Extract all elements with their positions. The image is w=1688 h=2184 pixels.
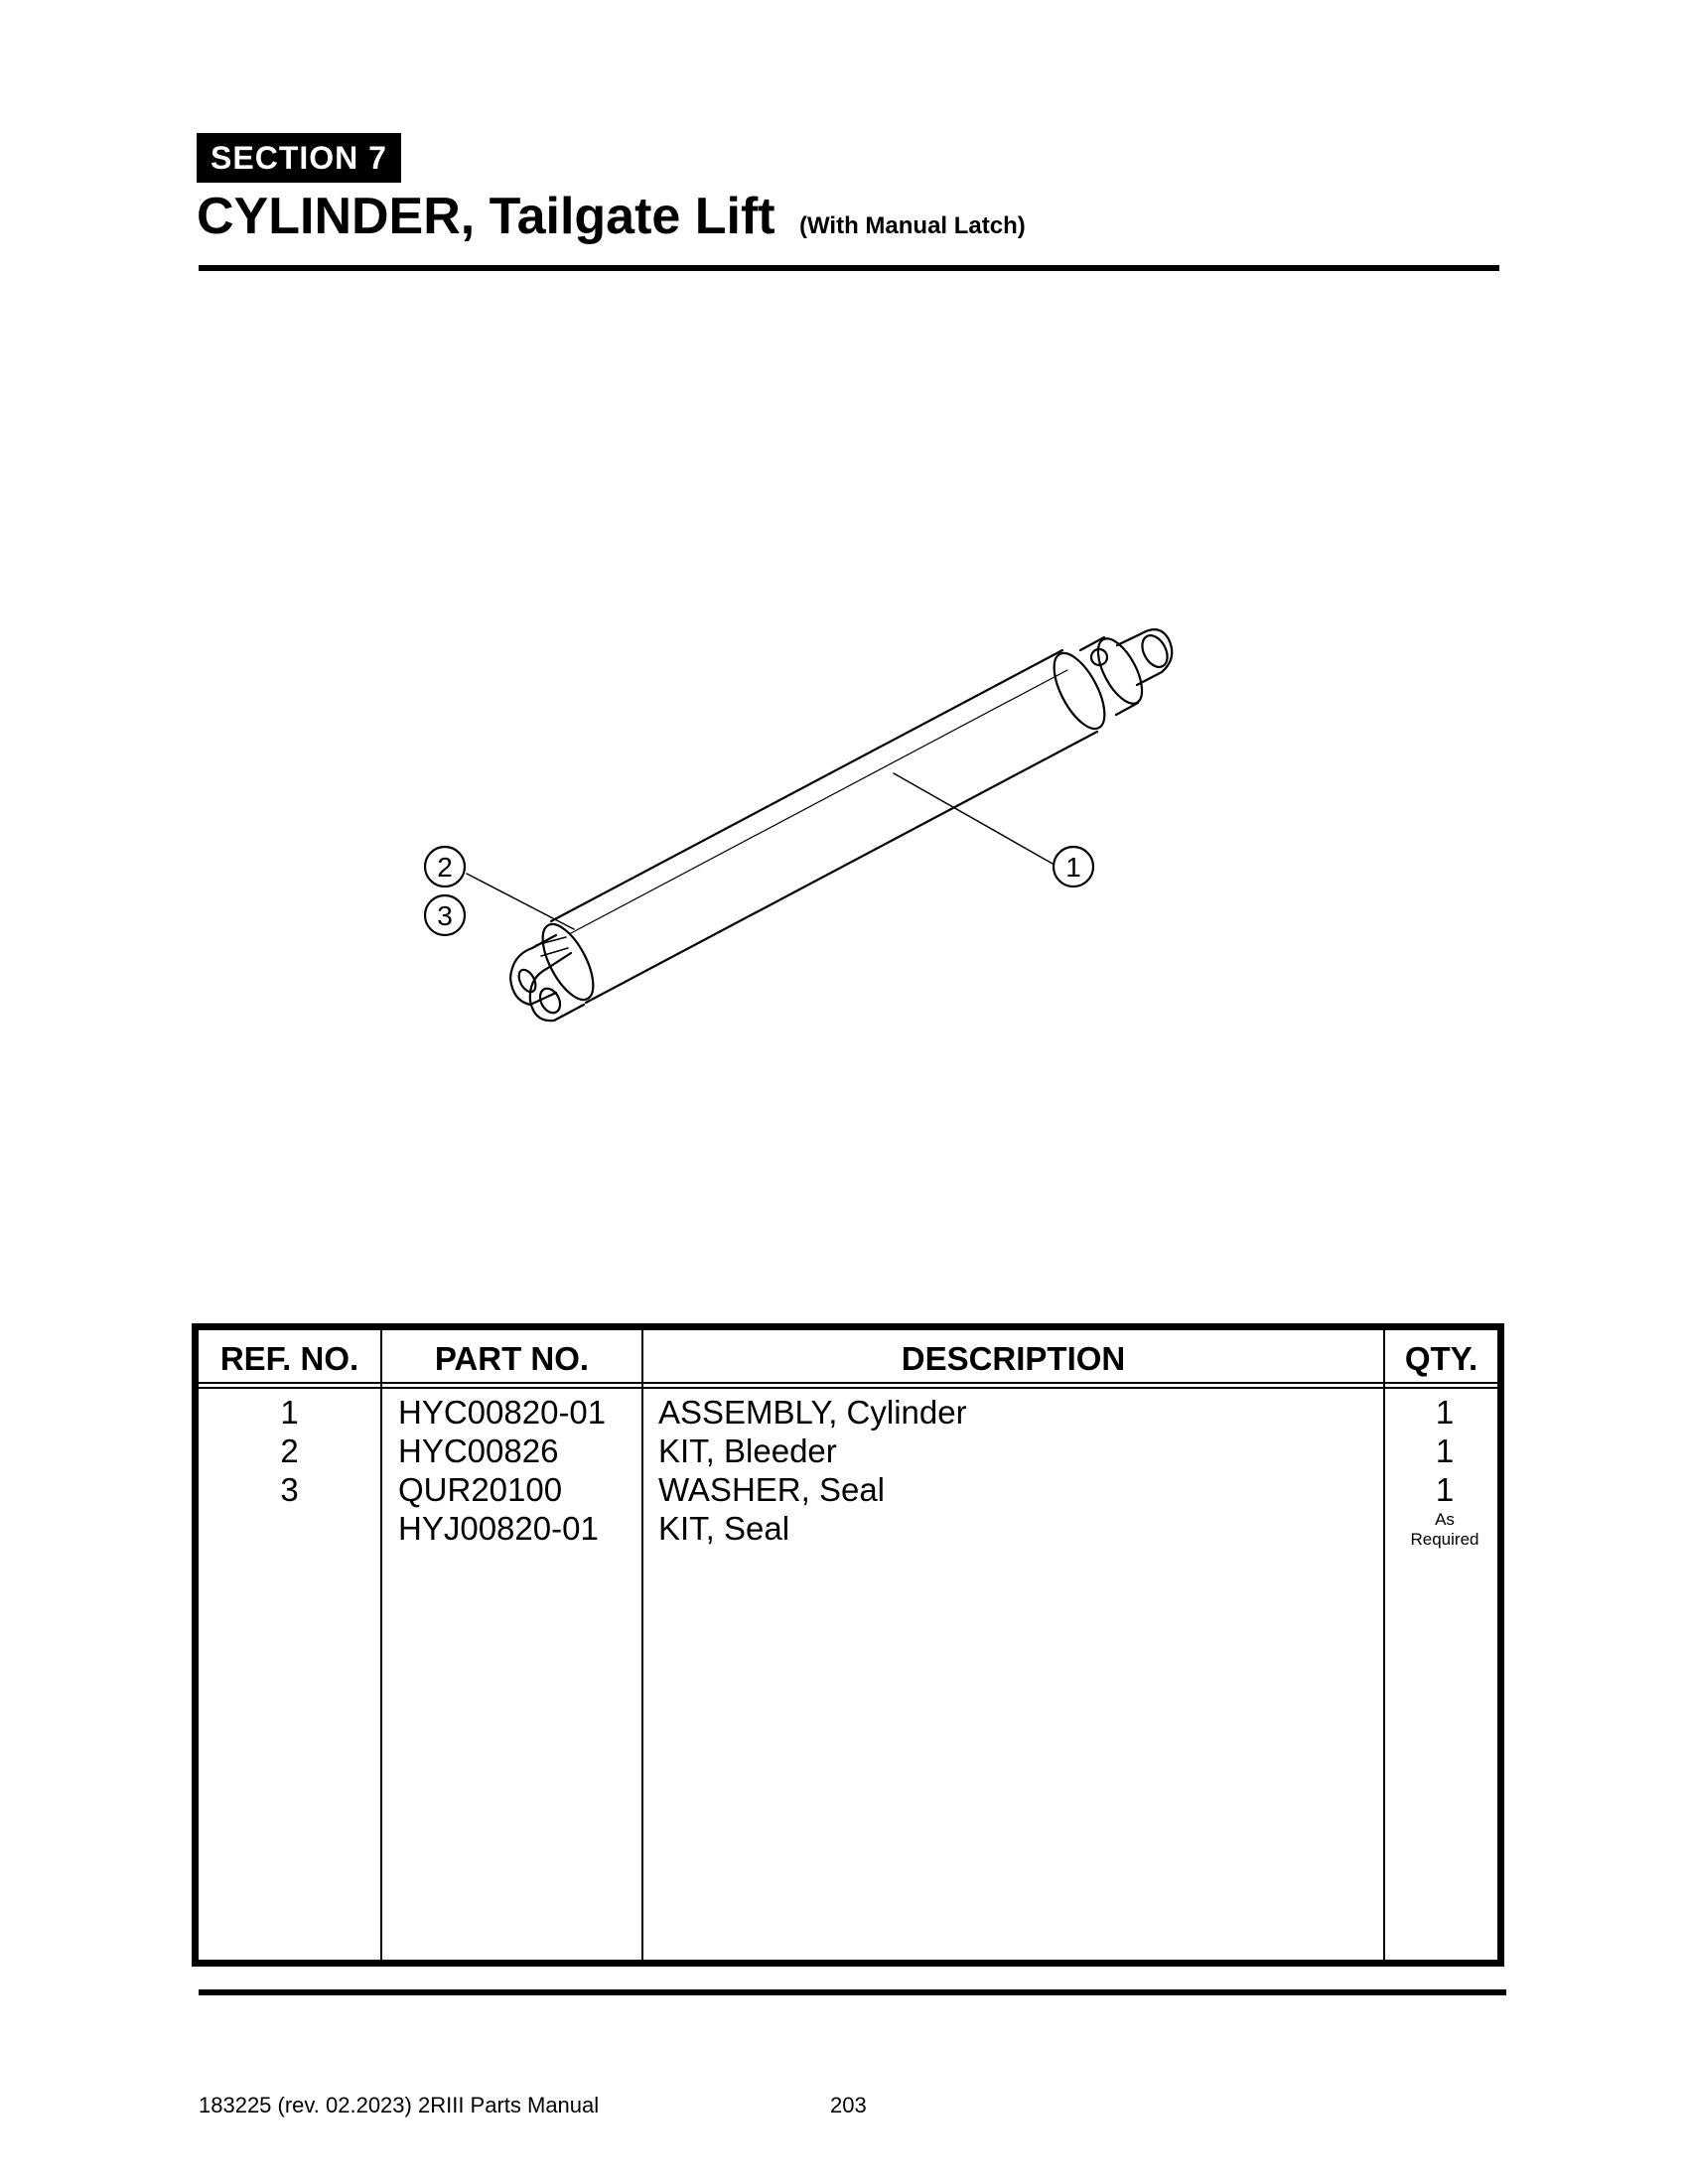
footer-rule <box>199 1989 1506 1995</box>
page-subtitle: (With Manual Latch) <box>799 212 1026 239</box>
callout-label-1: 1 <box>1065 852 1081 883</box>
table-row-part: HYC00820-01 <box>398 1394 607 1431</box>
header-part: PART NO. <box>434 1340 590 1377</box>
page-number: 203 <box>830 2093 867 2117</box>
table-row-qty: As <box>1435 1510 1455 1529</box>
table-row-qty: 1 <box>1435 1433 1455 1469</box>
callout-label-2: 2 <box>437 852 453 883</box>
table-row-part: HYC00826 <box>398 1433 559 1469</box>
callout-circle-3 <box>425 895 465 935</box>
table-row-qty: 1 <box>1435 1471 1455 1508</box>
header-ref: REF. NO. <box>219 1340 359 1377</box>
column-divider <box>380 1330 382 1960</box>
table-row-ref: 1 <box>280 1394 299 1431</box>
header-description: DESCRIPTION <box>901 1340 1126 1377</box>
table-row-qty: 1 <box>1435 1394 1455 1431</box>
table-row-description: KIT, Bleeder <box>658 1433 837 1469</box>
table-row-description: WASHER, Seal <box>658 1471 886 1508</box>
leader-line-1 <box>894 773 1053 864</box>
header-divider <box>199 1382 1497 1384</box>
header-divider <box>199 1387 1497 1389</box>
callout-label-3: 3 <box>437 900 453 931</box>
leader-line-2 <box>467 874 574 929</box>
table-row-part: HYJ00820-01 <box>398 1510 599 1547</box>
table-row-qty: Required <box>1410 1530 1479 1549</box>
footer-doc-info: 183225 (rev. 02.2023) 2RIII Parts Manual <box>199 2093 600 2117</box>
section-badge: SECTION 7 <box>197 133 401 183</box>
table-row-ref: 2 <box>280 1433 299 1469</box>
page-title: CYLINDER, Tailgate Lift <box>197 188 775 245</box>
parts-table <box>192 1323 1504 1967</box>
table-row-part: QUR20100 <box>398 1471 563 1508</box>
table-row-ref: 3 <box>280 1471 299 1508</box>
callout-circle-1 <box>1054 847 1093 887</box>
title-rule <box>199 265 1499 271</box>
column-divider <box>1383 1330 1385 1960</box>
column-divider <box>641 1330 643 1960</box>
table-row-description: KIT, Seal <box>658 1510 790 1547</box>
header-qty: QTY. <box>1404 1340 1478 1377</box>
table-row-description: ASSEMBLY, Cylinder <box>658 1394 967 1431</box>
callout-circle-2 <box>425 847 465 887</box>
cylinder-barrel <box>551 650 1097 1003</box>
